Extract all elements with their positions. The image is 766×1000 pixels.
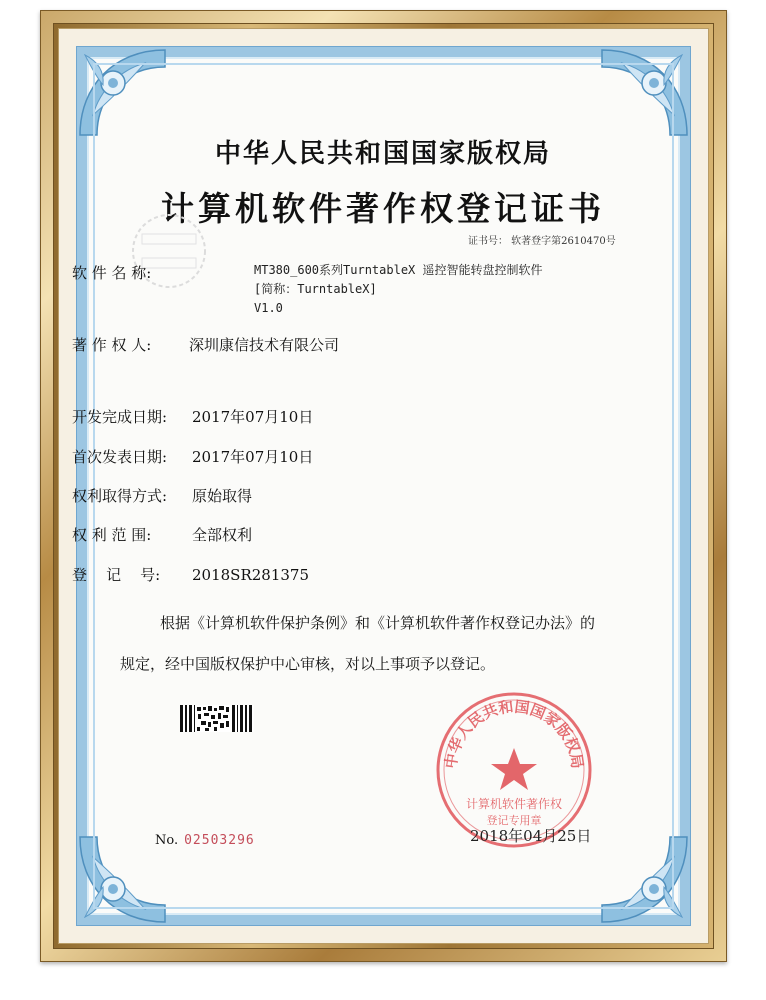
software-name-row xyxy=(72,262,192,283)
statement-line-1: 根据《计算机软件保护条例》和《计算机软件著作权登记办法》的 xyxy=(160,614,596,632)
scope-value: 全部权利 xyxy=(192,526,253,544)
svg-text:计算机软件著作权: 计算机软件著作权 xyxy=(465,797,563,811)
acquire-label: 权利取得方式: xyxy=(72,487,168,505)
acquire-row xyxy=(72,485,252,506)
serial-number xyxy=(155,833,255,848)
software-version: V1.0 xyxy=(254,301,283,315)
software-name-short: [简称：TurntableX] xyxy=(254,282,377,296)
scope-row xyxy=(72,524,252,545)
certificate-number: 证书号： 软著登字第2610470号 xyxy=(468,236,616,247)
certificate-title: 计算机软件著作权登记证书 xyxy=(161,189,605,228)
owner-value: 深圳康信技术有限公司 xyxy=(189,336,340,354)
pub-date-row xyxy=(72,446,313,467)
dev-date-label: 开发完成日期: xyxy=(72,408,168,426)
corner-ornament-icon xyxy=(597,45,692,140)
software-name-label: 软 件 名 称: xyxy=(72,264,152,282)
serial-value: 02503296 xyxy=(184,833,255,848)
statement-line-2: 规定，经中国版权保护中心审核，对以上事项予以登记。 xyxy=(120,655,496,673)
reg-no-label: 登 记 号: xyxy=(72,566,161,584)
owner-row xyxy=(72,334,339,355)
corner-ornament-icon xyxy=(597,832,692,927)
reg-no-value: 2018SR281375 xyxy=(192,566,310,584)
acquire-value: 原始取得 xyxy=(192,487,253,505)
pub-date-label: 首次发表日期: xyxy=(72,448,168,466)
software-name-line: MT380_600系列TurntableX 遥控智能转盘控制软件 xyxy=(254,263,543,277)
software-name-value xyxy=(254,261,543,318)
owner-label: 著 作 权 人: xyxy=(72,336,152,354)
dev-date-value: 2017年07月10日 xyxy=(192,408,314,426)
svg-text:登记专用章: 登记专用章 xyxy=(486,814,542,827)
dev-date-row xyxy=(72,406,313,427)
corner-ornament-icon xyxy=(75,45,170,140)
svg-text:中华人民共和国国家版权局: 中华人民共和国国家版权局 xyxy=(441,697,587,770)
qr-barcode-icon xyxy=(180,705,254,732)
pub-date-value: 2017年07月10日 xyxy=(192,448,314,466)
issue-date: 2018年04月25日 xyxy=(470,827,592,845)
scope-label: 权 利 范 围: xyxy=(72,526,152,544)
reg-no-row xyxy=(72,564,309,585)
serial-label: No. xyxy=(155,833,179,848)
issuing-agency: 中华人民共和国国家版权局 xyxy=(214,139,551,169)
